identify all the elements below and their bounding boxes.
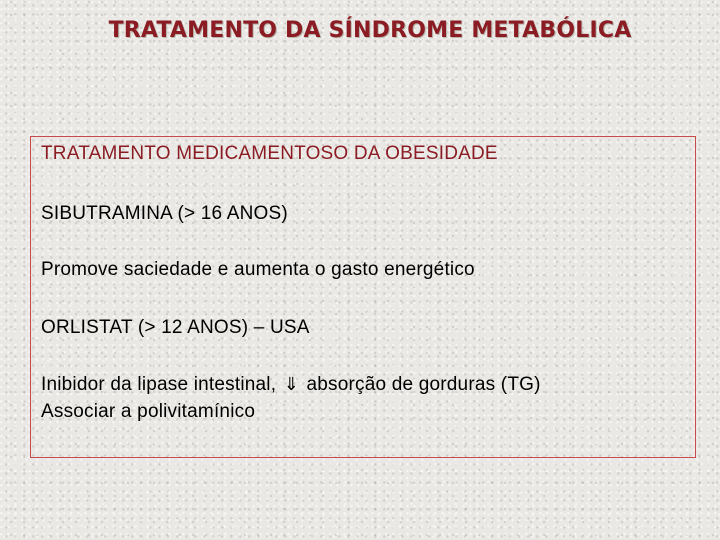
arrow-down-icon: ⇓ — [283, 374, 299, 395]
drug-orlistat: ORLISTAT (> 12 ANOS) – USA — [41, 317, 310, 338]
content-box — [30, 136, 696, 458]
orlistat-effect-suffix: absorção de gorduras (TG) — [306, 374, 541, 395]
drug-orlistat-note: Associar a polivitamínico — [41, 401, 256, 422]
orlistat-effect-prefix: Inibidor da lipase intestinal, — [41, 374, 277, 395]
drug-orlistat-effect — [41, 374, 541, 396]
drug-sibutramina: SIBUTRAMINA (> 16 ANOS) — [41, 203, 288, 224]
drug-sibutramina-effect: Promove saciedade e aumenta o gasto energético — [41, 259, 475, 280]
section-heading: TRATAMENTO MEDICAMENTOSO DA OBESIDADE — [41, 143, 498, 164]
slide-title: TRATAMENTO DA SÍNDROME METABÓLICA — [108, 18, 632, 43]
